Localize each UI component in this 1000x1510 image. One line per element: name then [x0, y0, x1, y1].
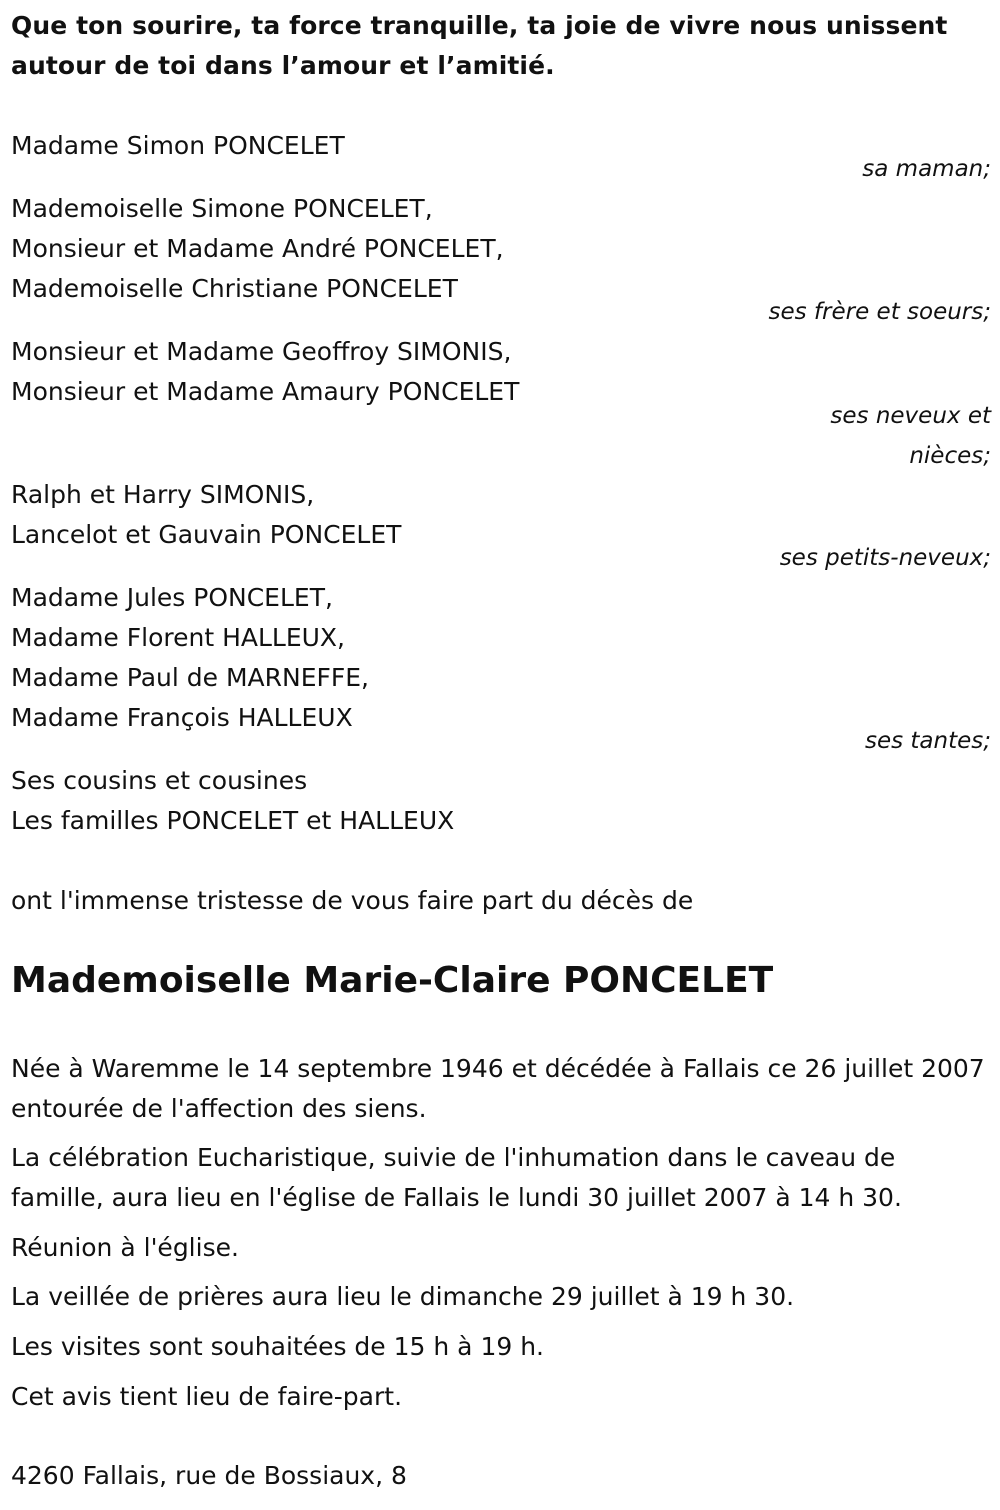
family-role: ses tantes;: [864, 728, 991, 754]
family-name-line: Monsieur et Madame Geoffroy SIMONIS,: [11, 337, 512, 366]
family-role: ses frère et soeurs;: [768, 299, 991, 325]
deceased-name: Mademoiselle Marie-Claire PONCELET: [11, 960, 774, 1001]
family-role: sa maman;: [862, 156, 991, 182]
family-name-line: Ralph et Harry SIMONIS,: [11, 480, 315, 509]
detail-paragraph: Les visites sont souhaitées de 15 h à 19 h.: [11, 1332, 544, 1361]
detail-paragraph: Née à Waremme le 14 septembre 1946 et décédée à Fallais ce 26 juillet 2007 entourée de l'affection des siens.: [11, 1054, 985, 1123]
family-role: nièces;: [909, 443, 991, 469]
family-name-line: Monsieur et Madame Amaury PONCELET: [11, 377, 520, 406]
announcement: ont l'immense tristesse de vous faire part du décès de: [11, 886, 694, 915]
family-name-line: Madame Simon PONCELET: [11, 131, 345, 160]
epigraph: Que ton sourire, ta force tranquille, ta joie de vivre nous unissent autour de toi dans l’amour et l’amitié.: [11, 11, 948, 80]
address: 4260 Fallais, rue de Bossiaux, 8: [11, 1461, 407, 1490]
detail-paragraph: La veillée de prières aura lieu le dimanche 29 juillet à 19 h 30.: [11, 1282, 795, 1311]
family-role: ses petits-neveux;: [779, 545, 991, 571]
detail-paragraph: Réunion à l'église.: [11, 1233, 239, 1262]
family-name-line: Monsieur et Madame André PONCELET,: [11, 234, 504, 263]
family-name-line: Madame François HALLEUX: [11, 703, 353, 732]
family-name-line: Ses cousins et cousines: [11, 766, 308, 795]
family-name-line: Les familles PONCELET et HALLEUX: [11, 806, 455, 835]
family-name-line: Madame Jules PONCELET,: [11, 583, 333, 612]
family-name-line: Lancelot et Gauvain PONCELET: [11, 520, 402, 549]
family-name-line: Madame Paul de MARNEFFE,: [11, 663, 370, 692]
detail-paragraph: La célébration Eucharistique, suivie de l'inhumation dans le caveau de famille, aura lieu en l'église de Fallais le lundi 30 juillet 2007 à 14 h 30.: [11, 1143, 902, 1212]
family-name-line: Mademoiselle Christiane PONCELET: [11, 274, 458, 303]
family-name-line: Madame Florent HALLEUX,: [11, 623, 346, 652]
detail-paragraph: Cet avis tient lieu de faire-part.: [11, 1382, 403, 1411]
family-role: ses neveux et: [830, 403, 991, 429]
family-name-line: Mademoiselle Simone PONCELET,: [11, 194, 433, 223]
